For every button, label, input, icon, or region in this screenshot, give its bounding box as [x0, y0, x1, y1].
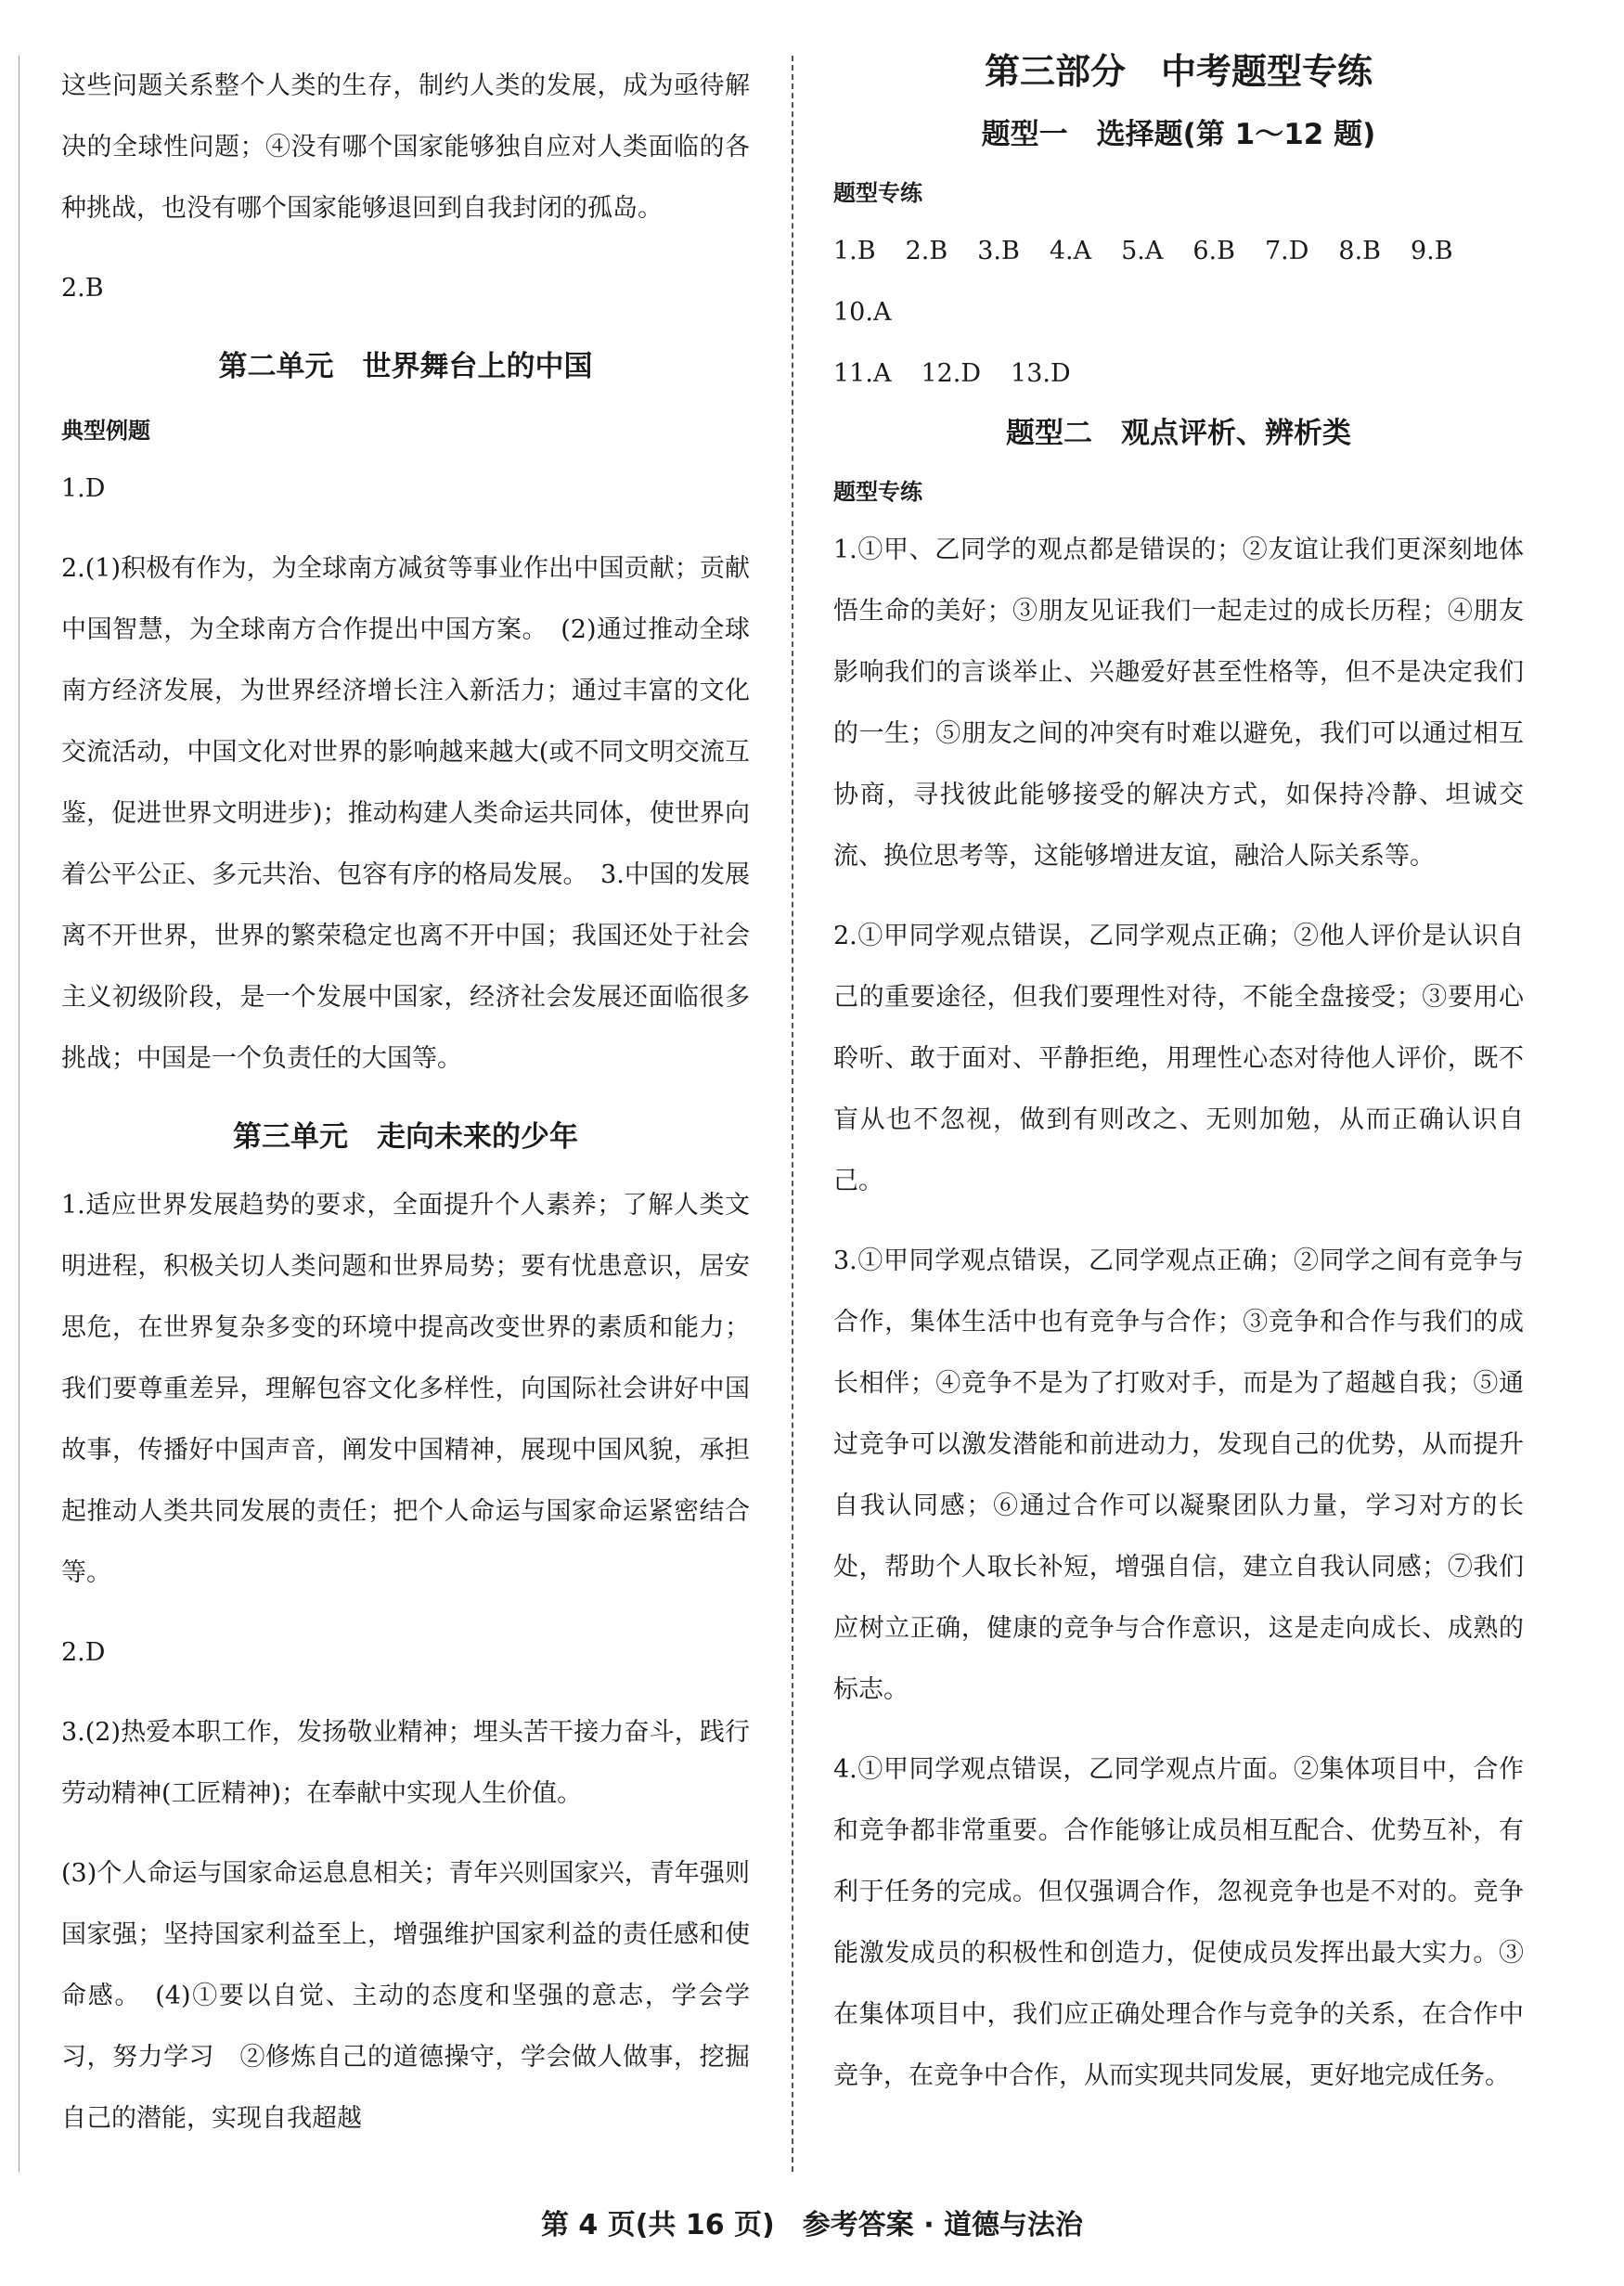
- unit3-title: 第三单元 走向未来的少年: [233, 1120, 578, 1154]
- mc-answer: 3.B: [977, 237, 1020, 265]
- mc-answer: 10.A: [833, 298, 892, 327]
- mc-answer: 6.B: [1192, 237, 1235, 265]
- answer-item: 2.①甲同学观点错误，乙同学观点正确；②他人评价是认识自己的重要途径，但我们要理性对待，不能全盘接受；③要用心聆听、敢于面对、平静拒绝，用理性心态对待他人评价，既不盲从也不忽视，做到有则改之、无则加勉，从而正确认识自己。: [833, 922, 1524, 1195]
- part-title: 第三部分 中考题型专练: [984, 51, 1373, 92]
- page-footer: 第 4 页(共 16 页) 参考答案 · 道德与法治: [540, 2209, 1084, 2241]
- type2-section-label: 题型专练: [833, 479, 922, 505]
- answer-item: 1.①甲、乙同学的观点都是错误的；②友谊让我们更深刻地体悟生命的美好；③朋友见证我们一起走过的成长历程；④朋友影响我们的言谈举止、兴趣爱好甚至性格等，但不是决定我们的一生；⑤朋友之间的冲突有时难以避免，我们可以通过相互协商，寻找彼此能够接受的解决方式，如保持冷静、坦诚交流、换位思考等，这能够增进友谊，融洽人际关系等。: [833, 536, 1524, 871]
- answer-item: 3.(2)热爱本职工作，发扬敬业精神；埋头苦干接力奋斗，践行劳动精神(工匠精神)；在奉献中实现人生价值。: [61, 1718, 750, 1808]
- mc-answer: 13.D: [1011, 359, 1071, 388]
- answer-item: 1.适应世界发展趋势的要求，全面提升个人素养；了解人类文明进程，积极关切人类问题和世界局势；要有忧患意识，居安思危，在世界复杂多变的环境中提高改变世界的素质和能力；我们要尊重差异，理解包容文化多样性，向国际社会讲好中国故事，传播好中国声音，阐发中国精神，展现中国风貌，承担起推动人类共同发展的责任；把个人命运与国家命运紧密结合等。: [61, 1191, 750, 1587]
- type2-title: 题型二 观点评析、辨析类: [1006, 417, 1351, 450]
- unit2-section-label: 典型例题: [61, 418, 150, 444]
- answer-item: 1.D: [61, 474, 106, 503]
- answer-item: 2.B: [61, 274, 104, 303]
- answer-item: (3)个人命运与国家命运息息相关；青年兴则国家兴，青年强则国家强；坚持国家利益至上，增强维护国家利益的责任感和使命感。 (4)①要以自觉、主动的态度和坚强的意志，学会学习，努力学习 ②修炼自己的道德操守，学会做人做事，挖掘自己的潜能，实现自我超越: [61, 1859, 750, 2133]
- left-column: [61, 56, 750, 2168]
- mc-answer: 8.B: [1338, 237, 1381, 265]
- answer-item: 3.①甲同学观点错误，乙同学观点正确；②同学之间有竞争与合作，集体生活中也有竞争与合作；③竞争和合作与我们的成长相伴；④竞争不是为了打败对手，而是为了超越自我；⑤通过竞争可以激发潜能和前进动力，发现自己的优势，从而提升自我认同感；⑥通过合作可以凝聚团队力量，学习对方的长处，帮助个人取长补短，增强自信，建立自我认同感；⑦我们应树立正确，健康的竞争与合作意识，这是走向成长、成熟的标志。: [833, 1246, 1524, 1704]
- mc-answer: 1.B: [833, 237, 876, 265]
- mc-answer: 2.B: [905, 237, 948, 265]
- mc-answer: 9.B: [1411, 237, 1453, 265]
- type1-section-label: 题型专练: [833, 180, 922, 206]
- unit2-title: 第二单元 世界舞台上的中国: [218, 350, 593, 383]
- mc-answers-row1: [833, 221, 1524, 343]
- mc-answer: 11.A: [833, 359, 892, 388]
- answer-item: 2.(1)积极有作为，为全球南方减贫等事业作出中国贡献；贡献中国智慧，为全球南方合作提出中国方案。 (2)通过推动全球南方经济发展，为世界经济增长注入新活力；通过丰富的文化交流活动，中国文化对世界的影响越来越大(或不同文明交流互鉴，促进世界文明进步)；推动构建人类命运共同体，使世界向着公平公正、多元共治、包容有序的格局发展。 3.中国的发展离不开世界，世界的繁荣稳定也离不开中国；我国还处于社会主义初级阶段，是一个发展中国家，经济社会发展还面临很多挑战；中国是一个负责任的大国等。: [61, 554, 750, 1073]
- answer-item: 4.①甲同学观点错误，乙同学观点片面。②集体项目中，合作和竞争都非常重要。合作能够让成员相互配合、优势互补，有利于任务的完成。但仅强调合作，忽视竞争也是不对的。竞争能激发成员的积极性和创造力，促使成员发挥出最大实力。③在集体项目中，我们应正确处理合作与竞争的关系，在合作中竞争，在竞争中合作，从而实现共同发展，更好地完成任务。: [833, 1755, 1524, 2090]
- type1-title: 题型一 选择题(第 1～12 题): [981, 118, 1376, 151]
- mc-answer: 4.A: [1049, 237, 1092, 265]
- mc-answers-row2: [833, 343, 1524, 405]
- mc-answer: 12.D: [921, 359, 982, 388]
- mc-answer: 7.D: [1264, 237, 1309, 265]
- right-column: [833, 51, 1524, 2125]
- mc-answer: 5.A: [1121, 237, 1164, 265]
- column-divider: [792, 56, 793, 2172]
- answer-item: 2.D: [61, 1638, 106, 1667]
- intro-paragraph: 这些问题关系整个人类的生存，制约人类的发展，成为亟待解决的全球性问题；④没有哪个国家能够独自应对人类面临的各种挑战，也没有哪个国家能够退回到自我封闭的孤岛。: [61, 71, 750, 223]
